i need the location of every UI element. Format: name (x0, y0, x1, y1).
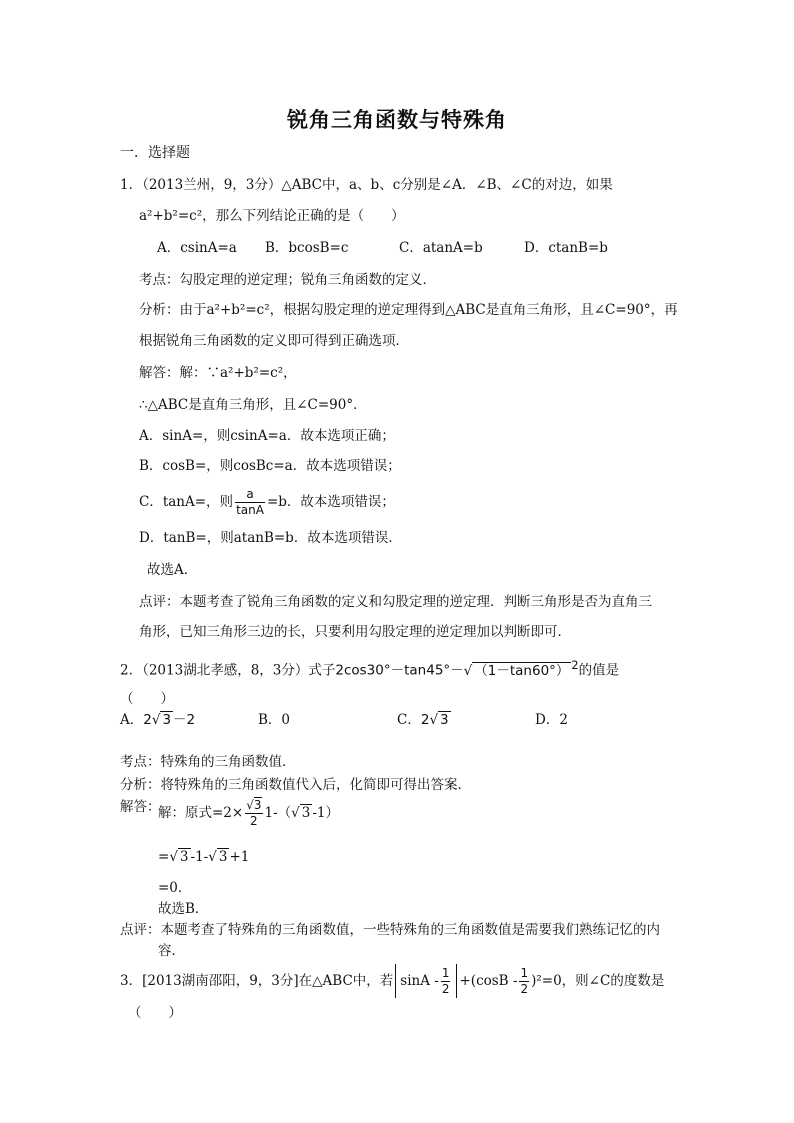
q2-option-c-sqrt: √ 3 (429, 712, 449, 728)
q2-option-c-coef: 2 (420, 712, 430, 728)
q2-option-a-label: A． (120, 712, 144, 728)
q2-stem-line1 (120, 656, 619, 681)
q1-jieda-line7: 故选A． (147, 562, 198, 578)
q2-jieda2-sqrt2: √ 3 (208, 849, 228, 865)
q3-fraction-1 (441, 966, 451, 997)
q2-kaodian: 考点：特殊角的三角函数值． (120, 754, 296, 770)
q2-option-a-radicand: 3 (162, 712, 172, 728)
q2-option-d: D．2 (535, 712, 568, 728)
q3-frac2-denominator: 2 (520, 982, 529, 996)
q2-sqrt: √ （1－tan60°） (463, 662, 570, 679)
q2-expression: 2cos30°－tan45°－ (335, 662, 464, 679)
q1-jieda-line1: 解答：解：∵a²+b²=c²， (139, 365, 297, 381)
q1-jieda-line4: B．cosB=，则cosBc=a．故本选项错误； (139, 458, 401, 474)
q1-option-a: A．csinA=a (157, 240, 237, 256)
q3-stem-line1 (120, 964, 664, 998)
q1-dianping-line2: 角形，已知三角形三边的长，只要利用勾股定理的逆定理加以判断即可． (139, 624, 571, 640)
q1-jieda-line3: A．sinA=，则csinA=a．故本选项正确； (139, 428, 395, 444)
q2-jieda-line1 (158, 796, 339, 830)
q2-jieda-line3: =0． (158, 880, 192, 896)
q2-option-a-sqrt: √ 3 (151, 712, 172, 728)
q2-jieda1-denominator: 2 (250, 814, 258, 828)
q1-fenxi-line1: 分析：由于a²+b²=c²，根据勾股定理的逆定理得到△ABC是直角三角形，且∠C=90°，再 (139, 302, 678, 318)
q2-jieda2-sqrt1: √ 3 (169, 849, 189, 865)
q1-stem-line2: a²+b²=c²，那么下列结论正确的是（ ） (139, 208, 405, 224)
q3-frac2-numerator: 1 (520, 966, 529, 980)
q2-jieda1-num-radicand: 3 (253, 798, 262, 812)
q3-stem-prefix: 3．[2013湖南邵阳，9，3分]在△ABC中，若 (120, 973, 394, 989)
q2-jieda-line4: 故选B． (158, 901, 209, 917)
q3-frac1-numerator: 1 (441, 966, 450, 980)
q1-stem-line1: 1．（2013兰州，9，3分）△ABC中，a、b、c分别是∠A．∠B、∠C的对边，如果 (120, 177, 613, 193)
q2-jieda2-prefix: = (158, 849, 170, 865)
q2-jieda1-radicand: 3 (301, 805, 311, 821)
q2-stem-prefix: 2．（2013湖北孝感，8，3分）式子 (120, 662, 336, 679)
page-title: 锐角三角函数与特殊角 (287, 108, 507, 132)
q2-jieda2-mid: -1- (190, 849, 209, 865)
q1-fenxi-line2: 根据锐角三角函数的定义即可得到正确选项． (139, 333, 409, 349)
q2-jieda1-numerator: √3 (246, 798, 262, 812)
q1-jieda-line2: ∴△ABC是直角三角形，且∠C=90°． (139, 397, 367, 413)
q2-jieda2-radicand1: 3 (179, 849, 189, 865)
q2-stem-suffix: 的值是 (578, 662, 620, 679)
q1-jieda5-prefix: C．tanA=，则 (139, 494, 234, 510)
q3-absolute-value (395, 964, 457, 998)
q3-mid: +(cosB - (459, 973, 518, 989)
q2-option-a-coef: 2 (143, 712, 152, 728)
q1-kaodian: 考点：勾股定理的逆定理；锐角三角函数的定义． (139, 272, 436, 288)
q2-option-c-radicand: 3 (440, 712, 449, 728)
q1-jieda5-numerator: a (235, 487, 265, 503)
q1-jieda5-denominator: tanA (236, 503, 264, 517)
q2-dianping-line1: 点评：本题考查了特殊角的三角函数值，一些特殊角的三角函数值是需要我们熟练记忆的内 (120, 922, 660, 938)
q1-option-b: B．bcosB=c (265, 240, 349, 256)
section-heading: 一．选择题 (120, 145, 190, 161)
q2-jieda2-suffix: +1 (229, 849, 250, 865)
q2-jieda1-mid: 1-（ (264, 805, 292, 821)
q2-option-b: B．0 (258, 712, 291, 728)
q2-jieda1-fraction (245, 798, 262, 829)
q2-option-a-tail: －2 (173, 712, 196, 728)
q1-jieda-line5 (139, 485, 395, 519)
q3-paren: （ ） (128, 1005, 182, 1021)
q1-dianping-line1: 点评：本题考查了锐角三角函数的定义和勾股定理的逆定理．判断三角形是否为直角三 (139, 594, 652, 610)
q2-sqrt-radicand: （1－tan60°） (474, 662, 570, 679)
q3-fraction-2 (519, 966, 529, 997)
q2-jieda-label: 解答： (120, 799, 161, 815)
q2-jieda2-radicand2: 3 (218, 849, 228, 865)
q2-jieda1-sqrt: √ 3 (291, 805, 311, 821)
q3-abs-expr: sinA - (400, 973, 439, 989)
q2-exponent: 2 (571, 659, 579, 672)
q2-dianping-line2: 容． (158, 943, 185, 959)
q2-option-c (397, 710, 451, 730)
q2-jieda1-suffix: -1） (312, 805, 340, 821)
q1-jieda-line6: D．tanB=，则atanB=b．故本选项错误． (139, 530, 402, 546)
q2-jieda1-prefix: 解：原式=2× (158, 805, 244, 821)
q2-fenxi: 分析：将特殊角的三角函数值代入后，化简即可得出答案． (120, 777, 471, 793)
q1-jieda5-suffix: =b．故本选项错误； (266, 494, 395, 510)
q1-option-d: D．ctanB=b (524, 240, 608, 256)
q2-option-a (120, 710, 195, 730)
q1-jieda5-fraction (235, 487, 265, 518)
q2-option-c-label: C． (397, 712, 421, 728)
q3-frac1-denominator: 2 (441, 982, 450, 996)
q2-jieda-line2 (158, 847, 249, 867)
q2-paren: （ ） (120, 691, 174, 707)
q3-stem-suffix: )²=0，则∠C的度数是 (531, 973, 665, 989)
q1-option-c: C．atanA=b (399, 240, 483, 256)
